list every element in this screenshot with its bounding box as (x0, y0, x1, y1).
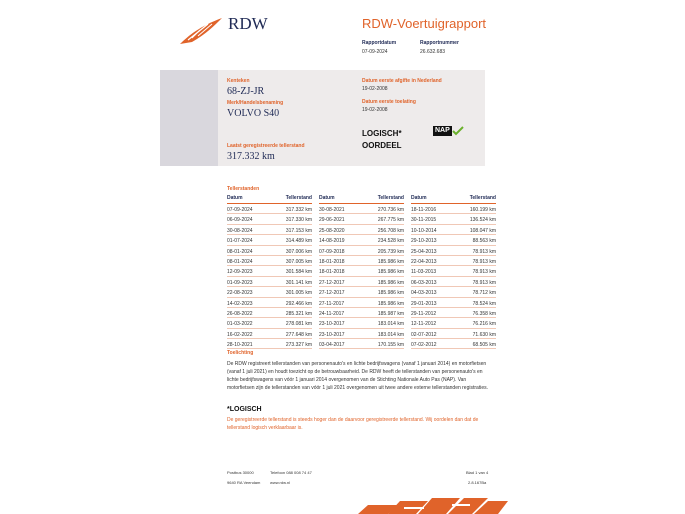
row-reading: 68.505 km (472, 342, 496, 349)
table-row (319, 329, 404, 339)
table-row (411, 298, 496, 308)
row-reading: 78.913 km (472, 269, 496, 276)
row-date: 12-11-2012 (411, 321, 437, 328)
row-reading: 314.489 km (285, 238, 312, 245)
row-reading: 285.321 km (285, 310, 312, 317)
row-date: 04-03-2013 (411, 290, 437, 297)
first-admission-label: Datum eerste toelating (362, 99, 416, 105)
verdict (362, 128, 402, 152)
table-row (411, 277, 496, 287)
footer-po-box: Postbus 30000 (227, 470, 254, 475)
table-row (227, 277, 312, 287)
table-row (319, 287, 404, 297)
footer-website[interactable]: www.rdw.nl (270, 480, 291, 485)
row-date: 02-07-2012 (411, 331, 437, 338)
header-reading: Tellerstand (285, 195, 312, 201)
table-row (227, 266, 312, 276)
table-row (411, 287, 496, 297)
table-row (411, 256, 496, 266)
verdict-line1: LOGISCH* (362, 129, 402, 138)
row-reading: 136.524 km (469, 217, 496, 224)
row-date: 11-03-2013 (411, 269, 437, 276)
report-date-label: Rapportdatum (362, 40, 397, 46)
odometer-table-title: Tellerstanden (227, 186, 260, 192)
row-reading: 277.648 km (285, 331, 312, 338)
row-date: 14-02-2023 (227, 300, 253, 307)
row-reading: 76.358 km (472, 310, 496, 317)
row-date: 27-12-2017 (319, 279, 345, 286)
row-reading: 78.913 km (472, 248, 496, 255)
row-reading: 108.047 km (469, 227, 496, 234)
row-date: 07-09-2018 (319, 248, 345, 255)
table-row (411, 214, 496, 224)
report-title: RDW-Voertuigrapport (362, 16, 487, 31)
table-header (227, 195, 312, 204)
table-row (319, 266, 404, 276)
table-row (319, 225, 404, 235)
row-date: 29-10-2013 (411, 238, 437, 245)
make-model-field (227, 100, 283, 119)
row-reading: 317.332 km (285, 207, 312, 213)
row-reading: 160.199 km (469, 207, 496, 213)
row-reading: 273.327 km (285, 342, 312, 349)
footer-city: 9640 RA Veendam (227, 480, 261, 485)
row-reading: 234.528 km (377, 238, 404, 245)
table-row (411, 204, 496, 214)
odometer-field (227, 143, 305, 162)
row-reading: 205.739 km (377, 248, 404, 255)
row-date: 18-01-2018 (319, 258, 345, 265)
row-reading: 278.081 km (285, 321, 312, 328)
footer-code: 2.8.167Ba (468, 480, 487, 485)
panel-stripe (160, 70, 218, 166)
row-date: 30-08-2024 (227, 227, 253, 234)
row-date: 29-01-2013 (411, 300, 437, 307)
row-date: 22-04-2013 (411, 258, 437, 265)
table-row (319, 214, 404, 224)
row-reading: 292.466 km (285, 300, 312, 307)
report-date-block (362, 40, 396, 55)
row-reading: 185.986 km (377, 269, 404, 276)
first-admission-field (362, 99, 416, 113)
row-reading: 78.712 km (472, 290, 496, 297)
table-row (319, 298, 404, 308)
report-number-label: Rapportnummer (420, 40, 459, 46)
report-date: 07-09-2024 (362, 49, 388, 55)
row-date: 18-11-2016 (411, 207, 437, 213)
report-number-block (420, 40, 459, 55)
row-date: 30-08-2021 (319, 207, 345, 213)
table-row (227, 339, 312, 349)
first-nl-value: 19-02-2008 (362, 86, 388, 92)
row-date: 23-10-2017 (319, 321, 345, 328)
table-row (319, 246, 404, 256)
table-row (227, 246, 312, 256)
row-reading: 78.913 km (472, 258, 496, 265)
row-date: 01-09-2023 (227, 279, 253, 286)
footer-phone: Telefoon 088 008 74 47 (270, 470, 312, 475)
decorative-stripes-icon (358, 495, 508, 514)
row-date: 03-04-2017 (319, 342, 345, 349)
table-row (227, 235, 312, 245)
table-row (227, 204, 312, 214)
row-reading: 317.330 km (285, 217, 312, 224)
table-row (411, 339, 496, 349)
table-row (227, 214, 312, 224)
make-model-value: VOLVO S40 (227, 108, 280, 119)
row-date: 01-07-2024 (227, 238, 253, 245)
row-reading: 185.987 km (377, 310, 404, 317)
row-date: 12-09-2023 (227, 269, 253, 276)
table-row (227, 287, 312, 297)
table-row (227, 329, 312, 339)
row-reading: 301.584 km (285, 269, 312, 276)
header-date: Datum (411, 195, 427, 201)
row-date: 27-11-2017 (319, 300, 345, 307)
verdict-line2: OORDEEL (362, 141, 402, 150)
table-row (411, 266, 496, 276)
row-reading: 183.014 km (377, 321, 404, 328)
nap-logo-text: NAP (435, 127, 450, 134)
row-date: 22-08-2023 (227, 290, 253, 297)
rdw-logo-icon (178, 16, 224, 46)
row-reading: 88.563 km (472, 238, 496, 245)
header-reading: Tellerstand (377, 195, 404, 201)
row-date: 28-10-2021 (227, 342, 253, 349)
row-date: 25-08-2020 (319, 227, 345, 234)
odometer-value: 317.332 km (227, 151, 275, 162)
checkmark-icon (452, 126, 464, 136)
table-header (411, 195, 496, 204)
row-reading: 170.155 km (377, 342, 404, 349)
row-date: 29-06-2021 (319, 217, 345, 224)
row-date: 06-03-2013 (411, 279, 437, 286)
row-reading: 301.141 km (285, 279, 312, 286)
row-date: 30-11-2015 (411, 217, 437, 224)
explanation-text: De RDW registreert tellerstanden van personenauto's en lichte bedrijfswagens (vanaf 1 januari 2014) en motorfietsen (vanaf 1 juli 2021) en houdt toezicht op de betrouwbaarheid. De RDW heeft de tellerstanden van personenauto's en lichte bedrijfswagens van vóór 1 januari 2014 overgenomen van de Stichting Nationale Auto Pas (NAP). Van motorfietsen zijn de tellerstanden van vóór 1 juli 2021 overgenomen uit twee andere externe tellerstanden registraties. (227, 361, 488, 391)
row-reading: 185.986 km (377, 279, 404, 286)
plate-value: 68-ZJ-JR (227, 86, 265, 97)
row-date: 07-09-2024 (227, 207, 253, 213)
logisch-title: *LOGISCH (227, 406, 262, 413)
odometer-column (411, 195, 496, 349)
row-reading: 71.630 km (472, 331, 496, 338)
row-date: 14-08-2019 (319, 238, 345, 245)
table-row (319, 277, 404, 287)
table-row (227, 225, 312, 235)
table-header (319, 195, 404, 204)
odometer-label: Laatst geregistreerde tellerstand (227, 143, 305, 149)
footer-page: Blad 1 van 4 (466, 470, 489, 475)
odometer-column (319, 195, 404, 349)
row-date: 25-04-2013 (411, 248, 437, 255)
make-model-label: Merk/Handelsbenaming (227, 100, 284, 106)
row-date: 10-10-2014 (411, 227, 437, 234)
table-row (319, 318, 404, 328)
row-reading: 185.986 km (377, 290, 404, 297)
row-reading: 183.014 km (377, 331, 404, 338)
header-date: Datum (227, 195, 243, 201)
row-date: 16-02-2022 (227, 331, 253, 338)
row-reading: 256.708 km (377, 227, 404, 234)
report-number: 26.632.683 (420, 49, 446, 55)
row-date: 24-11-2017 (319, 310, 345, 317)
nap-logo (433, 126, 467, 136)
table-row (411, 225, 496, 235)
table-row (319, 256, 404, 266)
brand-name: RDW (228, 14, 268, 33)
header-date: Datum (319, 195, 335, 201)
row-date: 06-09-2024 (227, 217, 253, 224)
table-row (227, 308, 312, 318)
row-reading: 301.005 km (285, 290, 312, 297)
row-reading: 78.524 km (472, 300, 496, 307)
row-reading: 76.216 km (472, 321, 496, 328)
plate-field (227, 78, 264, 97)
row-date: 08-01-2024 (227, 258, 253, 265)
first-admission-value: 19-02-2008 (362, 107, 388, 113)
row-reading: 307.005 km (285, 258, 312, 265)
plate-label: Kenteken (227, 78, 250, 84)
table-row (411, 246, 496, 256)
row-reading: 78.913 km (472, 279, 496, 286)
odometer-column (227, 195, 312, 349)
table-row (411, 318, 496, 328)
row-date: 18-01-2018 (319, 269, 345, 276)
table-row (411, 235, 496, 245)
table-row (319, 204, 404, 214)
table-row (227, 256, 312, 266)
row-reading: 267.775 km (377, 217, 404, 224)
row-reading: 270.736 km (377, 207, 404, 213)
row-date: 07-02-2012 (411, 342, 437, 349)
row-reading: 317.153 km (285, 227, 312, 234)
row-date: 08-01-2024 (227, 248, 253, 255)
first-nl-field (362, 78, 442, 92)
row-date: 26-08-2022 (227, 310, 253, 317)
logisch-text: De geregistreerde tellerstand is steeds hoger dan de daarvoor geregistreerde tellerstand. Wij oordelen dan dat de tellerstand logisch verklaarbaar is. (227, 417, 479, 431)
first-nl-label: Datum eerste afgifte in Nederland (362, 78, 442, 84)
row-reading: 185.986 km (377, 300, 404, 307)
row-date: 01-03-2022 (227, 321, 253, 328)
row-date: 27-12-2017 (319, 290, 345, 297)
table-row (411, 308, 496, 318)
table-row (227, 318, 312, 328)
row-date: 29-11-2012 (411, 310, 437, 317)
table-row (227, 298, 312, 308)
table-row (319, 235, 404, 245)
row-date: 23-10-2017 (319, 331, 345, 338)
header-reading: Tellerstand (469, 195, 496, 201)
explanation-title: Toelichting (227, 350, 254, 356)
row-reading: 307.006 km (285, 248, 312, 255)
table-row (319, 339, 404, 349)
table-row (411, 329, 496, 339)
row-reading: 185.986 km (377, 258, 404, 265)
table-row (319, 308, 404, 318)
